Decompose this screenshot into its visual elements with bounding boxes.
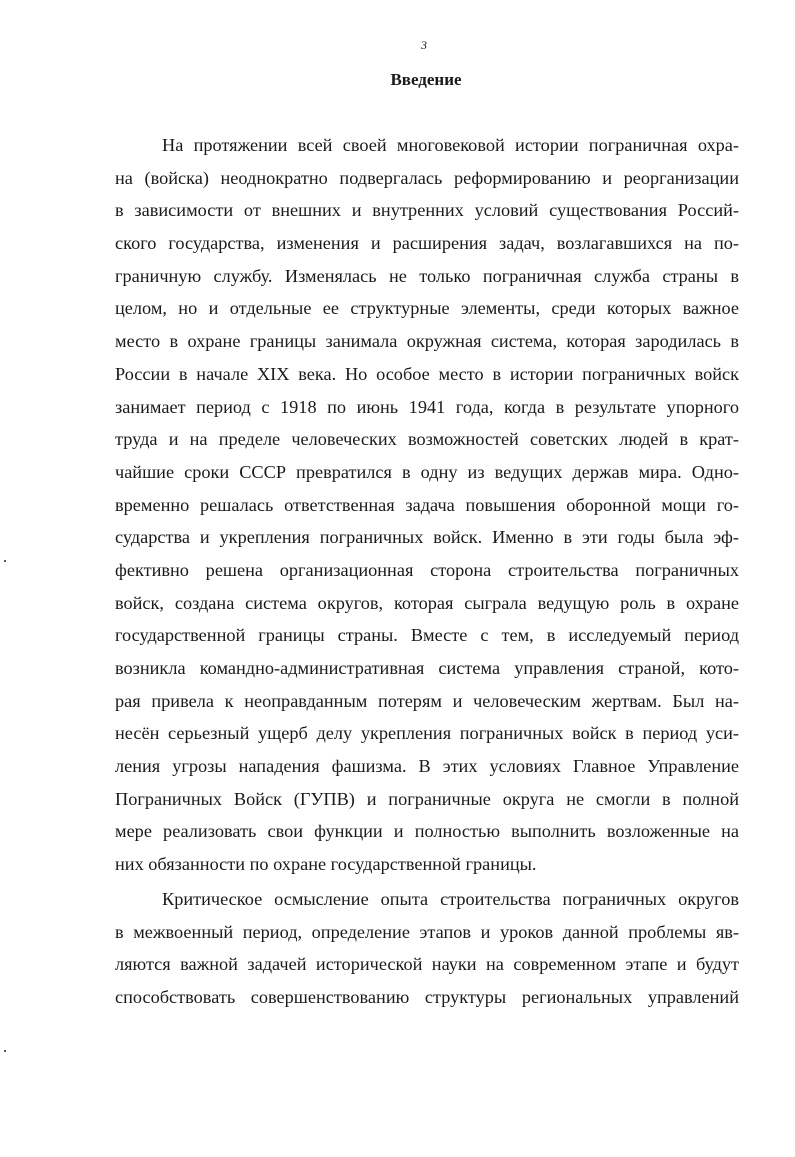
text-line: занимает период с 1918 по июнь 1941 года, когда в результате упорного	[115, 396, 739, 417]
paragraph-2	[115, 883, 739, 1014]
text-line: рая привела к неоправданным потерям и человеческим жертвам. Был на-	[115, 690, 739, 711]
text-line: труда и на пределе человеческих возможностей советских людей в крат-	[115, 429, 739, 450]
text-line: чайшие сроки СССР превратился в одну из ведущих держав мира. Одно-	[115, 461, 739, 482]
text-line: Критическое осмысление опыта строительства пограничных округов	[162, 888, 739, 909]
document-body	[115, 129, 739, 1014]
text-line: ского государства, изменения и расширения задач, возлагавшихся на по-	[115, 233, 739, 254]
text-line: войск, создана система округов, которая сыграла ведущую роль в охране	[115, 592, 739, 613]
text-line: ления угрозы нападения фашизма. В этих условиях Главное Управление	[115, 756, 739, 777]
scan-speck	[4, 1050, 6, 1052]
page-title: Введение	[390, 70, 462, 89]
text-line: на (войска) неоднократно подвергалась реформированию и реорганизации	[115, 167, 739, 188]
text-line: На протяжении всей своей многовековой истории пограничная охра-	[162, 135, 739, 155]
text-line: в зависимости от внешних и внутренних условий существования Россий-	[115, 200, 739, 221]
text-line: России в начале XIX века. Но особое место в истории пограничных войск	[115, 363, 739, 384]
page-number: 3	[421, 38, 427, 52]
text-line: в межвоенный период, определение этапов и уроков данной проблемы яв-	[115, 921, 739, 942]
text-line: способствовать совершенствованию структуры региональных управлений	[115, 986, 739, 1007]
text-line: них обязанности по охране государственной границы.	[115, 854, 537, 875]
text-line: целом, но и отдельные ее структурные элементы, среди которых важное	[115, 298, 739, 319]
text-line: место в охране границы занимала окружная система, которая зародилась в	[115, 331, 739, 352]
text-line: несён серьезный ущерб делу укрепления пограничных войск в период уси-	[115, 723, 739, 744]
text-line: сударства и укрепления пограничных войск. Именно в эти годы была эф-	[115, 527, 739, 548]
scan-speck	[4, 560, 6, 562]
text-line: возникла командно-административная система управления страной, кото-	[115, 658, 739, 678]
paragraph-1	[115, 129, 739, 881]
text-line: государственной границы страны. Вместе с тем, в исследуемый период	[115, 625, 739, 646]
text-line: мере реализовать свои функции и полностью выполнить возложенные на	[115, 821, 739, 842]
text-line: временно решалась ответственная задача повышения оборонной мощи го-	[115, 494, 739, 515]
text-line: Пограничных Войск (ГУПВ) и пограничные округа не смогли в полной	[115, 788, 739, 809]
text-line: ляются важной задачей исторической науки на современном этапе и будут	[115, 954, 739, 975]
text-line: граничную службу. Изменялась не только пограничная служба страны в	[115, 265, 739, 286]
text-line: фективно решена организационная сторона строительства пограничных	[115, 559, 739, 580]
